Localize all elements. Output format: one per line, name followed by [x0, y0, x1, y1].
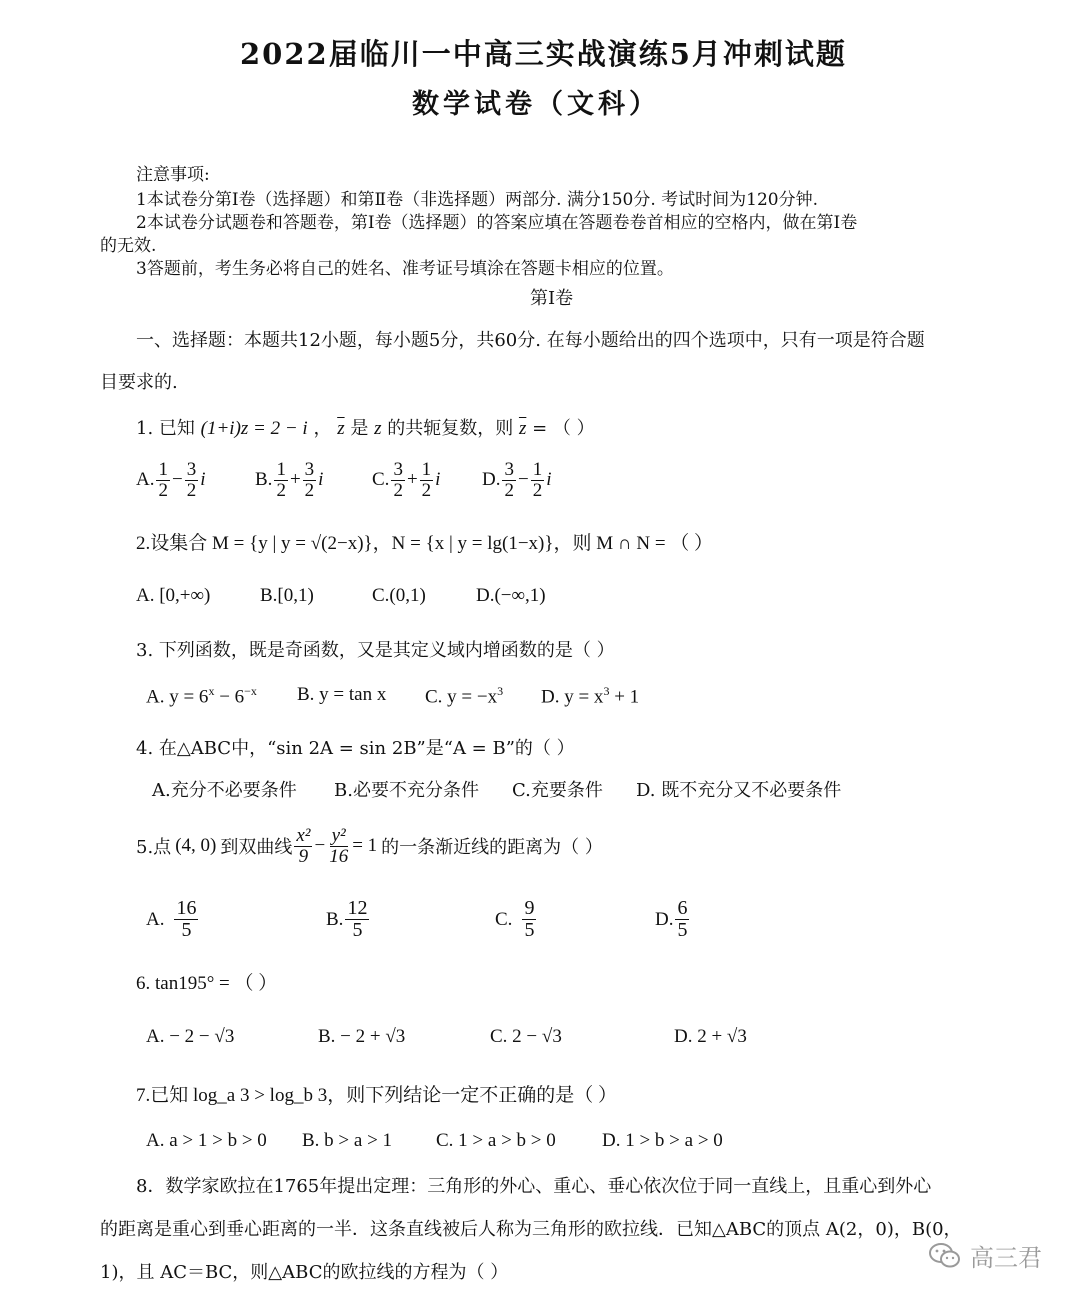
frac-den: 2 [532, 479, 543, 501]
q5-c-letter: C. [495, 908, 513, 930]
imag-unit: i [435, 468, 441, 490]
q5-post: 的一条渐近线的距离为（ ） [381, 837, 603, 859]
q3-option-c[interactable] [425, 684, 503, 708]
frac-den: 2 [393, 479, 403, 501]
frac-num: 3 [304, 459, 315, 480]
q5-minus: − [314, 835, 326, 857]
q3-c-exp: 3 [497, 684, 504, 698]
q5-option-c[interactable] [495, 898, 538, 941]
watermark-text: 高三君 [970, 1244, 1042, 1272]
q1-equation: (1+i)z = 2 − i [200, 418, 308, 439]
q3-option-b[interactable]: B. y = tan x [297, 684, 387, 705]
q3-a-mid: − 6 [214, 686, 245, 708]
frac-den: 2 [276, 479, 286, 501]
q5-eq: = 1 [352, 835, 378, 857]
q6-option-c[interactable]: C. 2 − √3 [490, 1026, 562, 1047]
q4-option-a[interactable]: A.充分不必要条件 [152, 780, 297, 801]
q1-zbar-2: $\overline{z}$ [518, 418, 527, 439]
watermark [928, 1238, 1042, 1273]
frac-den: 5 [352, 919, 363, 941]
frac-den: 2 [504, 479, 514, 501]
question-4-stem: 4. 在△ABC中，“sin 2A = sin 2B”是“A = B”的（ ） [136, 738, 575, 759]
q3-a-base: A. y = 6 [146, 686, 209, 708]
q1-text-b: 的共轭复数，则 [387, 418, 514, 439]
question-8-line-1: 8．数学家欧拉在1765年提出定理：三角形的外心、重心、垂心依次位于同一直线上，且重心到外心 [136, 1176, 932, 1197]
frac-num: 16 [176, 897, 197, 919]
section-instruction-2: 目要求的. [100, 372, 178, 393]
q1-option-a-letter: A. [136, 468, 155, 490]
q5-frac-x [294, 826, 312, 867]
section-instruction-1: 一、选择题：本题共12小题，每小题5分，共60分. 在每小题给出的四个选项中，只有一项是符合题 [136, 330, 925, 351]
q5-option-a[interactable] [146, 898, 200, 941]
q5-option-b[interactable] [326, 898, 371, 941]
notes-line-1: 1本试卷分第Ⅰ卷（选择题）和第Ⅱ卷（非选择题）两部分. 满分150分. 考试时间为120分钟. [136, 190, 818, 210]
question-2-stem: 2.设集合 M = {y | y = √(2−x)}，N = {x | y = lg(1−x)}，则 M ∩ N = （ ） [136, 533, 714, 554]
op: − [517, 468, 529, 490]
q1-text-c: = （ ） [532, 418, 595, 439]
q1-option-b-letter: B. [255, 468, 273, 490]
q5-point: (4, 0) [175, 835, 217, 857]
notes-line-3: 3答题前，考生务必将自己的姓名、准考证号填涂在答题卡相应的位置。 [136, 259, 674, 279]
q1-zbar: $\overline{z}$ [337, 418, 345, 439]
frac-num: 1 [532, 459, 543, 480]
frac-num: y² [331, 825, 346, 846]
frac-num: x² [296, 825, 311, 846]
q3-c-base: C. y = −x [425, 686, 498, 708]
frac-den: 2 [186, 479, 197, 501]
question-8-line-3: 1)，且 AC＝BC，则△ABC的欧拉线的方程为（ ） [100, 1262, 509, 1283]
question-1-stem [136, 414, 595, 440]
q7-option-d[interactable]: D. 1 > b > a > 0 [602, 1130, 723, 1151]
frac-den: 2 [421, 479, 432, 501]
frac-num: 1 [421, 459, 432, 480]
q5-a-letter: A. [146, 908, 165, 930]
q3-d-base: D. y = x [541, 686, 604, 708]
q1-z: z [374, 418, 382, 439]
q1-option-c-letter: C. [372, 468, 390, 490]
frac-den: 16 [329, 845, 349, 867]
q5-d-letter: D. [655, 908, 674, 930]
q3-d-tail: + 1 [609, 686, 640, 708]
imag-unit: i [200, 468, 206, 490]
frac-num: 3 [393, 459, 403, 480]
question-3-stem: 3. 下列函数，既是奇函数，又是其定义域内增函数的是（ ） [136, 640, 615, 661]
imag-unit: i [318, 468, 324, 490]
q1-option-d-letter: D. [482, 468, 501, 490]
q3-option-a[interactable] [146, 684, 257, 708]
frac-den: 5 [677, 919, 688, 941]
q4-option-c[interactable]: C.充要条件 [512, 780, 603, 801]
q7-option-b[interactable]: B. b > a > 1 [302, 1130, 393, 1151]
frac-num: 3 [186, 459, 197, 480]
question-5-stem [136, 826, 603, 867]
frac-num: 12 [347, 897, 368, 919]
frac-num: 3 [504, 459, 514, 480]
op: + [289, 468, 301, 490]
frac-num: 1 [158, 459, 168, 480]
q1-option-a[interactable] [136, 460, 205, 501]
frac-den: 2 [158, 479, 168, 501]
q1-option-c[interactable] [372, 460, 440, 501]
frac-den: 5 [181, 919, 192, 941]
q7-option-c[interactable]: C. 1 > a > b > 0 [436, 1130, 556, 1151]
q1-option-d[interactable] [482, 460, 551, 501]
volume-heading: 第Ⅰ卷 [530, 288, 574, 309]
notes-line-2b: 的无效. [100, 236, 157, 256]
frac-den: 5 [524, 919, 535, 941]
q2-option-b[interactable]: B.[0,1) [260, 585, 314, 606]
q2-option-c[interactable]: C.(0,1) [372, 585, 426, 606]
q3-a-exp1: x [208, 684, 215, 698]
frac-den: 2 [304, 479, 315, 501]
q1-number: 1. 已知 [136, 418, 195, 439]
q5-mid: 到双曲线 [220, 837, 293, 859]
frac-num: 9 [524, 897, 535, 919]
q1-text-a: 是 [350, 418, 369, 439]
q5-option-d[interactable] [655, 898, 691, 941]
q1-option-b[interactable] [255, 460, 323, 501]
page-title: 2022届临川一中高三实战演练5月冲刺试题 [240, 37, 847, 71]
imag-unit: i [546, 468, 552, 490]
q2-option-a[interactable]: A. [0,+∞) [136, 585, 211, 606]
q5-frac-y [327, 826, 350, 867]
q6-option-a[interactable]: A. − 2 − √3 [146, 1026, 235, 1047]
q1-sep: ， [313, 418, 332, 439]
notes-heading: 注意事项: [136, 165, 210, 185]
q2-option-d[interactable]: D.(−∞,1) [476, 585, 546, 606]
frac-den: 9 [298, 845, 309, 867]
q5-pre: 5.点 [136, 837, 172, 859]
q6-option-b[interactable]: B. − 2 + √3 [318, 1026, 406, 1047]
q5-b-letter: B. [326, 908, 344, 930]
frac-num: 6 [677, 897, 688, 919]
frac-num: 1 [276, 459, 286, 480]
op: + [406, 468, 418, 490]
question-7-stem: 7.已知 log_a 3 > log_b 3，则下列结论一定不正确的是（ ） [136, 1085, 617, 1106]
question-6-stem: 6. tan195° = （ ） [136, 973, 278, 994]
page-subtitle: 数学试卷（文科） [412, 89, 660, 120]
question-8-line-2: 的距离是重心到垂心距离的一半．这条直线被后人称为三角形的欧拉线．已知△ABC的顶点 A(2，0)，B(0， [100, 1219, 962, 1240]
q6-option-d[interactable]: D. 2 + √3 [674, 1026, 747, 1047]
q3-option-d[interactable] [541, 684, 639, 708]
wechat-icon [928, 1242, 962, 1270]
q3-d-exp: 3 [603, 684, 610, 698]
q4-option-b[interactable]: B.必要不充分条件 [334, 780, 479, 801]
notes-line-2a: 2本试卷分试题卷和答题卷，第Ⅰ卷（选择题）的答案应填在答题卷卷首相应的空格内，做在第Ⅰ卷 [136, 213, 858, 233]
q3-a-exp2: −x [244, 684, 257, 698]
q4-option-d[interactable]: D. 既不充分又不必要条件 [636, 780, 842, 801]
op: − [171, 468, 183, 490]
q7-option-a[interactable]: A. a > 1 > b > 0 [146, 1130, 267, 1151]
